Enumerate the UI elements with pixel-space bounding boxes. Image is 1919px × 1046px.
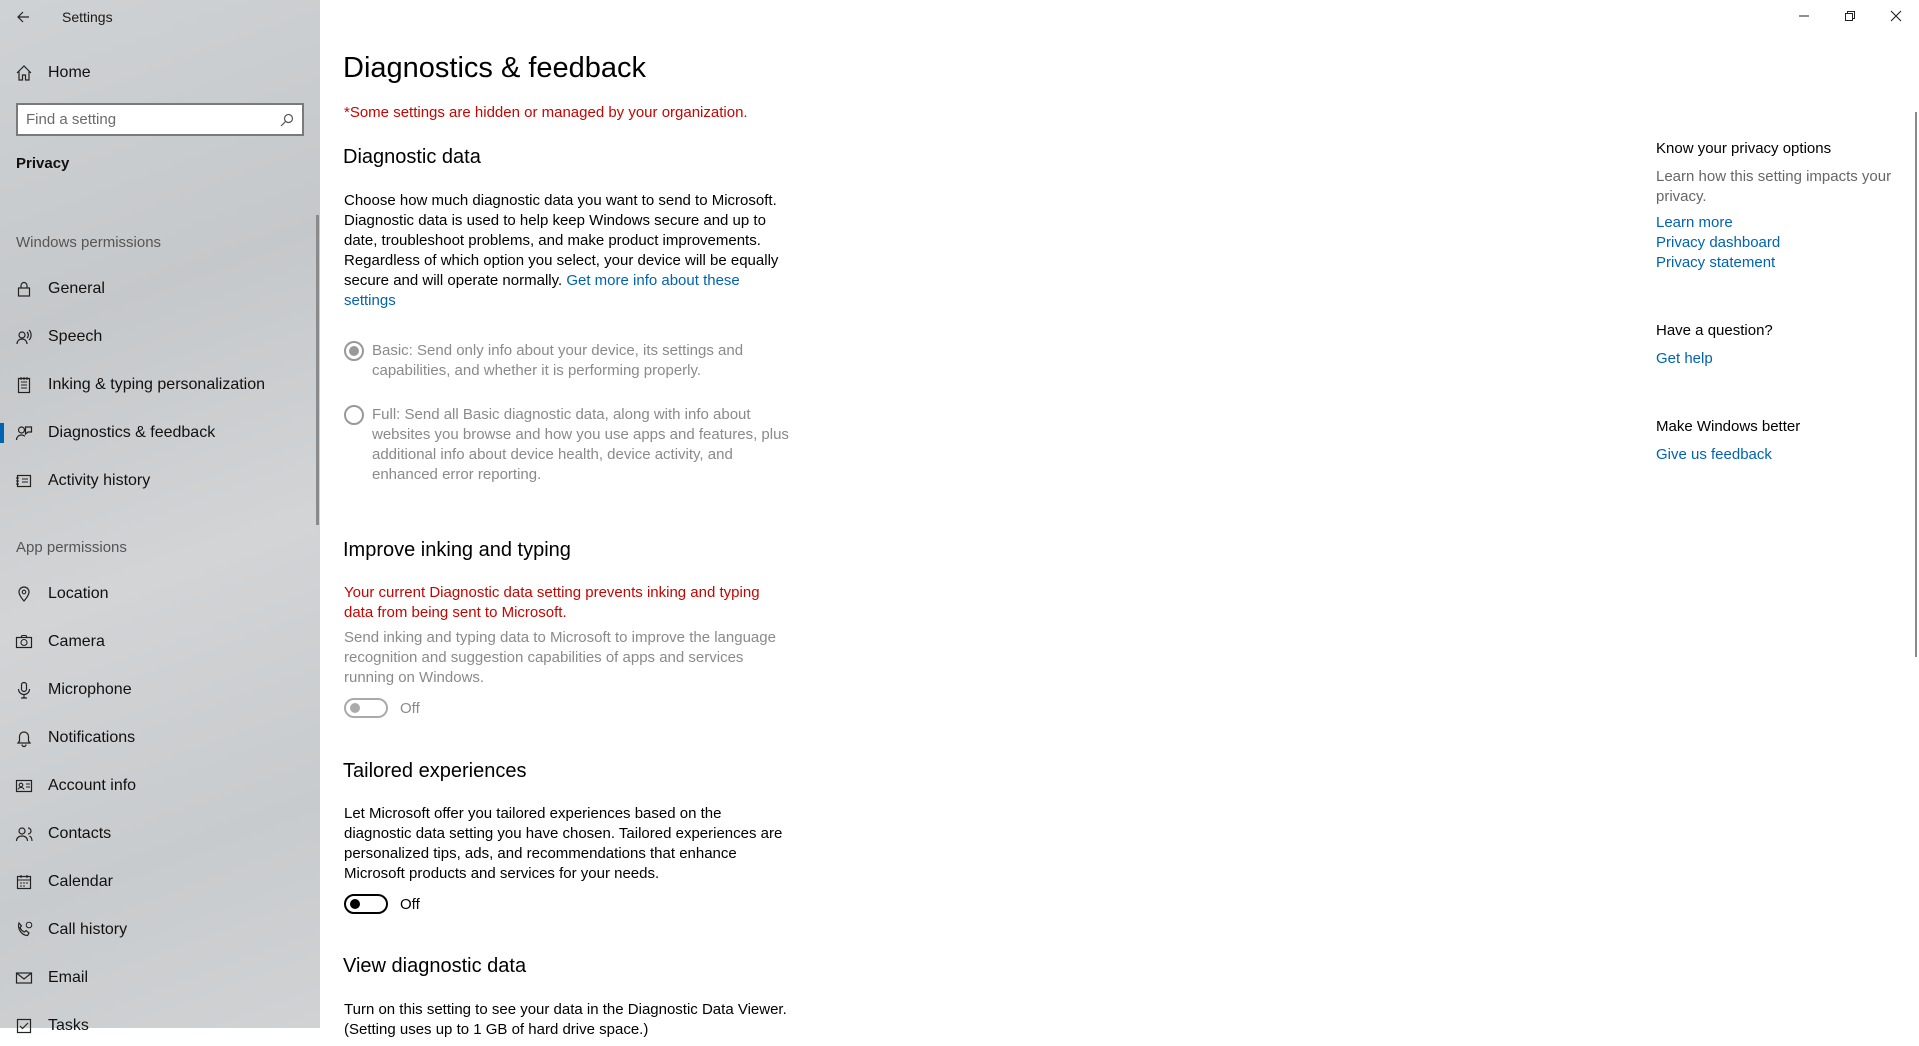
radio-full-circle[interactable]: [344, 405, 364, 425]
sidebar-item-label: Activity history: [48, 472, 151, 489]
nav-home[interactable]: [0, 58, 320, 88]
main-content: [343, 0, 1243, 1038]
sidebar-item-label: Call history: [48, 921, 128, 938]
restore-button[interactable]: [1827, 0, 1873, 32]
diagnostic-description-text: Choose how much diagnostic data you want to send to Microsoft. Diagnostic data is used to help keep Windows secure and up to date, troubleshoot problems, and make product improvements. Regardless of which option you select, your device will be equally secure and will operate normally.: [344, 192, 779, 289]
tailored-toggle-row[interactable]: [344, 894, 420, 914]
sidebar-scrollbar[interactable]: [316, 215, 319, 525]
sidebar-item-account-info[interactable]: [0, 766, 320, 806]
sidebar-item-label: Account info: [48, 777, 137, 794]
windows-permissions-header: Windows permissions: [16, 234, 162, 251]
sidebar-item-general[interactable]: [0, 269, 320, 309]
sidebar-item-label: Microphone: [48, 681, 132, 698]
sidebar-item-label: Tasks: [48, 1017, 89, 1034]
sidebar-item-label: General: [48, 280, 105, 297]
app-title: Settings: [62, 9, 113, 25]
learn-more-link[interactable]: Learn more: [1656, 214, 1733, 231]
minimize-icon: [1798, 10, 1810, 22]
sidebar-item-tasks[interactable]: [0, 1006, 320, 1046]
sidebar-item-microphone[interactable]: [0, 670, 320, 710]
radio-full[interactable]: [344, 405, 804, 485]
notepad-icon: [0, 365, 48, 405]
sidebar-item-label: Camera: [48, 633, 105, 650]
search-box[interactable]: [16, 103, 304, 136]
inking-description: Send inking and typing data to Microsoft to improve the language recognition and suggestion capabilities of apps and services running on Windows.: [344, 629, 776, 686]
feedback-icon: [0, 413, 48, 453]
privacy-statement-link[interactable]: Privacy statement: [1656, 254, 1776, 271]
diagnostic-description: [344, 191, 789, 311]
tailored-toggle-label: Off: [400, 895, 420, 913]
tailored-heading: Tailored experiences: [343, 760, 527, 782]
close-icon: [1890, 10, 1902, 22]
calendar-icon: [0, 862, 48, 902]
nav-home-label: Home: [48, 64, 91, 81]
search-input[interactable]: [26, 111, 280, 128]
sidebar: [0, 0, 320, 1034]
call-history-icon: [0, 910, 48, 950]
restore-icon: [1844, 10, 1856, 22]
radio-basic-label: Basic: Send only info about your device, its settings and capabilities, and whether it is performing properly.: [372, 342, 744, 379]
radio-basic[interactable]: [344, 341, 804, 381]
view-diagnostic-heading: View diagnostic data: [343, 955, 527, 977]
search-icon[interactable]: [280, 113, 294, 127]
back-button[interactable]: [0, 0, 46, 34]
section-title: Privacy: [16, 155, 70, 172]
speech-icon: [0, 317, 48, 357]
main-scrollbar[interactable]: [1915, 112, 1917, 657]
sidebar-item-location[interactable]: [0, 574, 320, 614]
sidebar-item-label: Notifications: [48, 729, 136, 746]
sidebar-item-call-history[interactable]: [0, 910, 320, 950]
question-heading: Have a question?: [1656, 322, 1773, 339]
inking-heading: Improve inking and typing: [343, 539, 571, 561]
make-better-heading: Make Windows better: [1656, 418, 1801, 435]
sidebar-item-label: Speech: [48, 328, 103, 345]
diagnostic-data-heading: Diagnostic data: [343, 146, 481, 168]
sidebar-item-email[interactable]: [0, 958, 320, 998]
managed-notice: *Some settings are hidden or managed by your organization.: [344, 104, 748, 121]
sidebar-item-label: Inking & typing personalization: [48, 376, 266, 393]
sidebar-item-label: Calendar: [48, 873, 113, 890]
notifications-icon: [0, 718, 48, 758]
get-help-link[interactable]: Get help: [1656, 350, 1713, 367]
activity-icon: [0, 461, 48, 501]
privacy-options-text: Learn how this setting impacts your privacy.: [1656, 168, 1892, 205]
sidebar-item-calendar[interactable]: [0, 862, 320, 902]
sidebar-item-label: Contacts: [48, 825, 112, 842]
page-title: Diagnostics & feedback: [343, 52, 647, 84]
give-feedback-link[interactable]: Give us feedback: [1656, 446, 1772, 463]
sidebar-item-label: Location: [48, 585, 109, 602]
sidebar-item-label: Email: [48, 969, 89, 986]
inking-warning: Your current Diagnostic data setting prevents inking and typing data from being sent to Microsoft.: [344, 584, 760, 621]
sidebar-item-label: Diagnostics & feedback: [48, 424, 216, 441]
account-icon: [0, 766, 48, 806]
sidebar-item-speech[interactable]: [0, 317, 320, 357]
inking-toggle[interactable]: [344, 698, 388, 718]
radio-full-label: Full: Send all Basic diagnostic data, along with info about websites you browse and how you use apps and features, plus additional info about device health, device activity, and enhanced error reporting.: [372, 406, 789, 483]
title-bar: [0, 0, 320, 34]
back-arrow-icon: [16, 10, 30, 24]
more-info-link[interactable]: Get more info about these settings: [344, 272, 740, 309]
app-permissions-header: App permissions: [16, 539, 127, 556]
minimize-button[interactable]: [1781, 0, 1827, 32]
camera-icon: [0, 622, 48, 662]
home-icon: [0, 53, 48, 93]
location-icon: [0, 574, 48, 614]
tailored-description: Let Microsoft offer you tailored experiences based on the diagnostic data setting you have chosen. Tailored experiences are personalized tips, ads, and recommendations that enhance Microsoft products and services for your needs.: [344, 805, 783, 882]
inking-toggle-label: Off: [400, 699, 420, 717]
view-diagnostic-description: Turn on this setting to see your data in the Diagnostic Data Viewer. (Setting uses up to 1 GB of hard drive space.): [344, 1001, 787, 1038]
inking-toggle-row[interactable]: [344, 698, 420, 718]
tasks-icon: [0, 1006, 48, 1046]
privacy-options-heading: Know your privacy options: [1656, 140, 1832, 157]
email-icon: [0, 958, 48, 998]
microphone-icon: [0, 670, 48, 710]
tailored-toggle[interactable]: [344, 894, 388, 914]
sidebar-item-notifications[interactable]: [0, 718, 320, 758]
contacts-icon: [0, 814, 48, 854]
sidebar-item-activity-history[interactable]: [0, 461, 320, 501]
sidebar-item-diagnostics[interactable]: [0, 413, 320, 453]
lock-icon: [0, 269, 48, 309]
close-button[interactable]: [1873, 0, 1919, 32]
sidebar-item-contacts[interactable]: [0, 814, 320, 854]
sidebar-item-camera[interactable]: [0, 622, 320, 662]
radio-basic-circle[interactable]: [344, 341, 364, 361]
privacy-dashboard-link[interactable]: Privacy dashboard: [1656, 234, 1781, 251]
window-controls: [1781, 0, 1919, 32]
sidebar-item-inking[interactable]: [0, 365, 320, 405]
